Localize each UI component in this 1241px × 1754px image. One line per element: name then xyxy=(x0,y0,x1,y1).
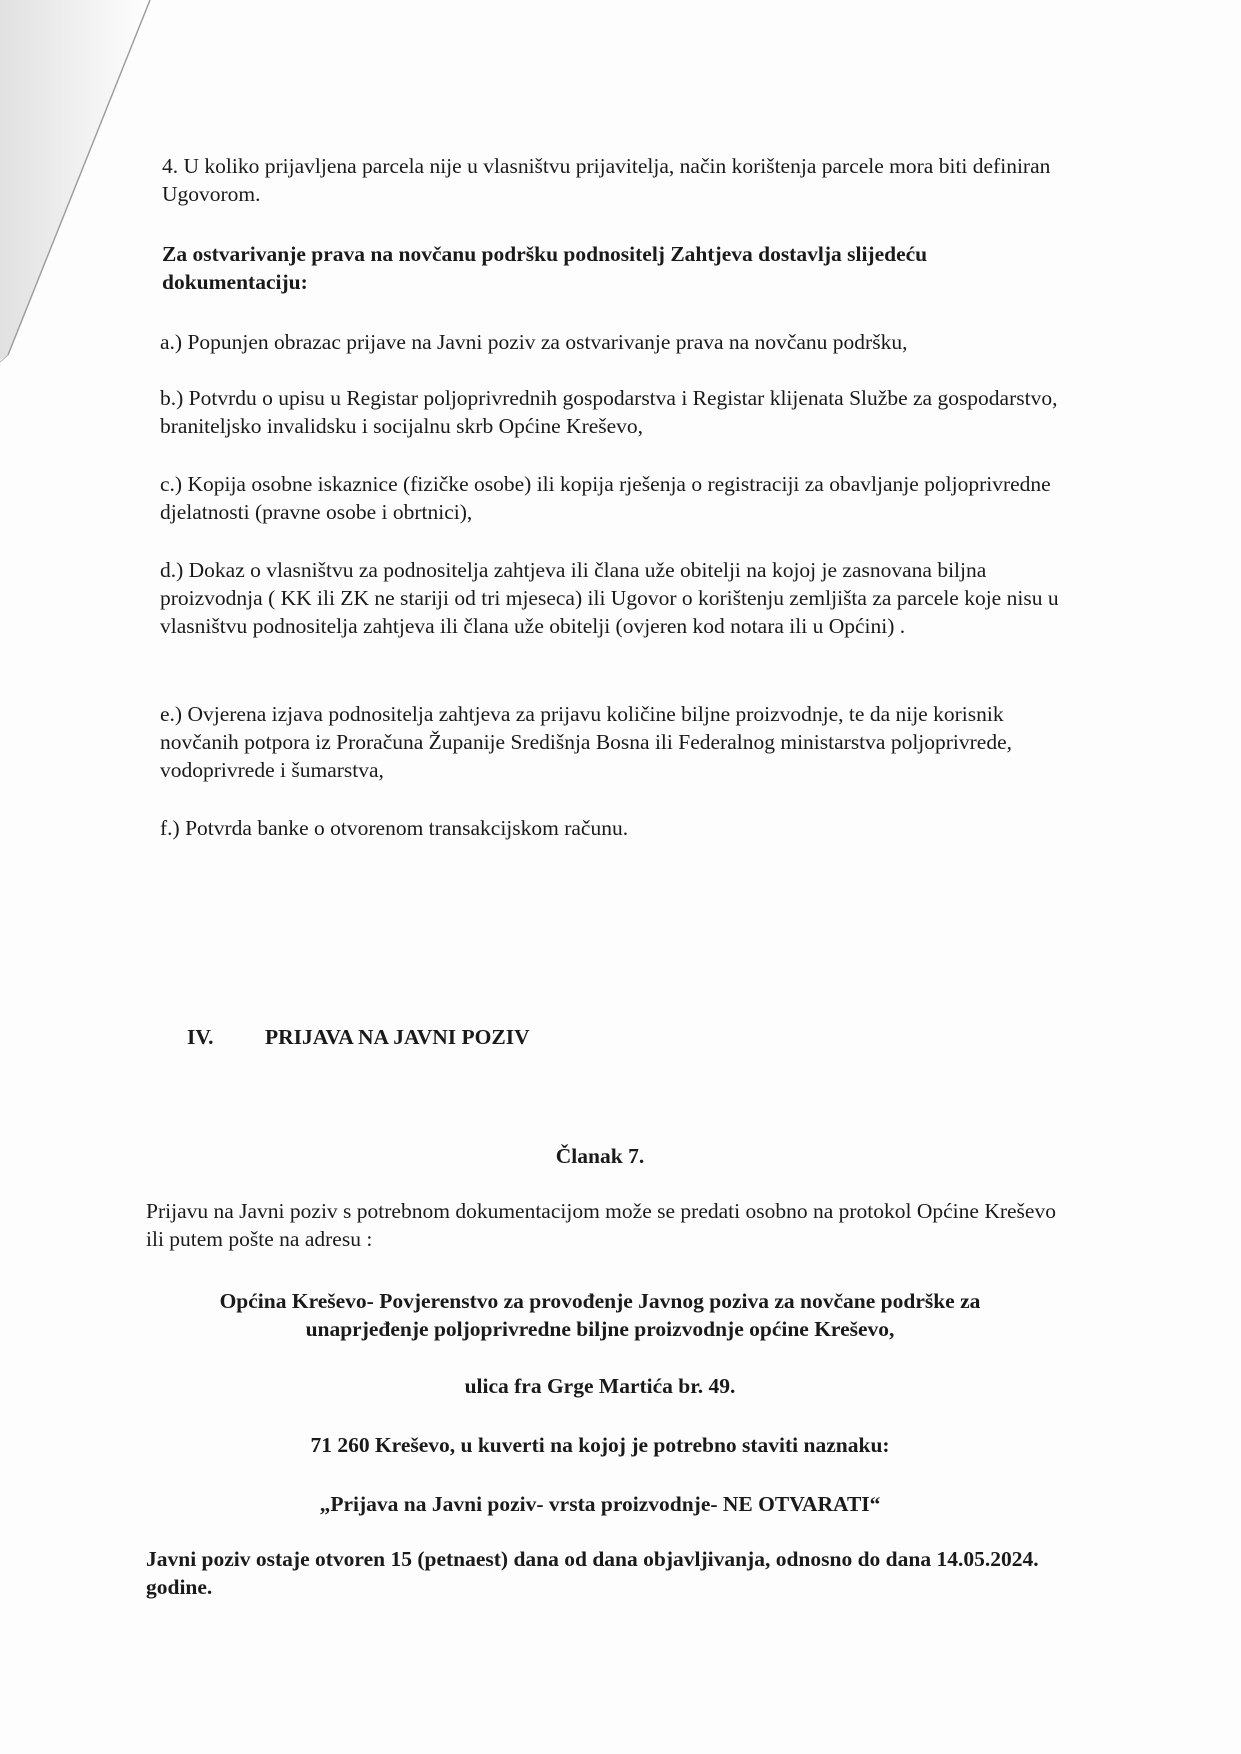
article-text: Prijavu na Javni poziv s potrebnom dokumentacijom može se predati osobno na protokol Općine Kreševo ili putem pošte na adresu : xyxy=(146,1199,1056,1251)
envelope-label: „Prijava na Javni poziv- vrsta proizvodnje- NE OTVARATI“ xyxy=(319,1492,881,1516)
documentation-heading: Za ostvarivanje prava na novčanu podršku podnositelj Zahtjeva dostavlja slijedeću dokumentaciju: xyxy=(162,242,928,294)
list-item-f: f.) Potvrda banke o otvorenom transakcijskom računu. xyxy=(160,816,629,840)
section-title: PRIJAVA NA JAVNI POZIV xyxy=(265,1025,530,1049)
address-city: 71 260 Kreševo, u kuverti na kojoj je potrebno staviti naznaku: xyxy=(310,1433,890,1457)
list-item-a: a.) Popunjen obrazac prijave na Javni poziv za ostvarivanje prava na novčanu podršku, xyxy=(160,330,908,354)
address-street: ulica fra Grge Martića br. 49. xyxy=(464,1374,736,1398)
item-4-paragraph: 4. U koliko prijavljena parcela nije u vlasništvu prijavitelja, način korištenja parcele mora biti definiran Ugovorom. xyxy=(162,154,1051,206)
closing-paragraph: Javni poziv ostaje otvoren 15 (petnaest) dana od dana objavljivanja, odnosno do dana 14.05.2024. godine. xyxy=(146,1547,1039,1599)
list-item-b: b.) Potvrdu o upisu u Registar poljoprivrednih gospodarstva i Registar klijenata Službe za gospodarstvo, braniteljsko invalidsku i socijalnu skrb Općine Kreševo, xyxy=(160,386,1058,438)
list-item-d: d.) Dokaz o vlasništvu za podnositelja zahtjeva ili člana uže obitelji na kojoj je zasnovana biljna proizvodnja ( KK ili ZK ne stariji od tri mjeseca) ili Ugovor o korištenju zemljišta za parcele koje nisu u vlasništvu podnositelja zahtjeva ili člana uže obitelji (ovjeren kod notara ili u Općini) . xyxy=(160,558,1059,638)
address-line-2: unaprjeđenje poljoprivredne biljne proizvodnje općine Kreševo, xyxy=(305,1317,895,1341)
article-title: Članak 7. xyxy=(555,1144,645,1168)
address-line-1: Općina Kreševo- Povjerenstvo za provođenje Javnog poziva za novčane podrške za xyxy=(219,1289,981,1313)
section-number: IV. xyxy=(187,1025,214,1049)
list-item-c: c.) Kopija osobne iskaznice (fizičke osobe) ili kopija rješenja o registraciji za obavljanje poljoprivredne djelatnosti (pravne osobe i obrtnici), xyxy=(160,472,1051,524)
list-item-e: e.) Ovjerena izjava podnositelja zahtjeva za prijavu količine biljne proizvodnje, te da nije korisnik novčanih potpora iz Proračuna Županije Središnja Bosna ili Federalnog ministarstva poljoprivrede, vodoprivrede i šumarstva, xyxy=(160,702,1013,782)
